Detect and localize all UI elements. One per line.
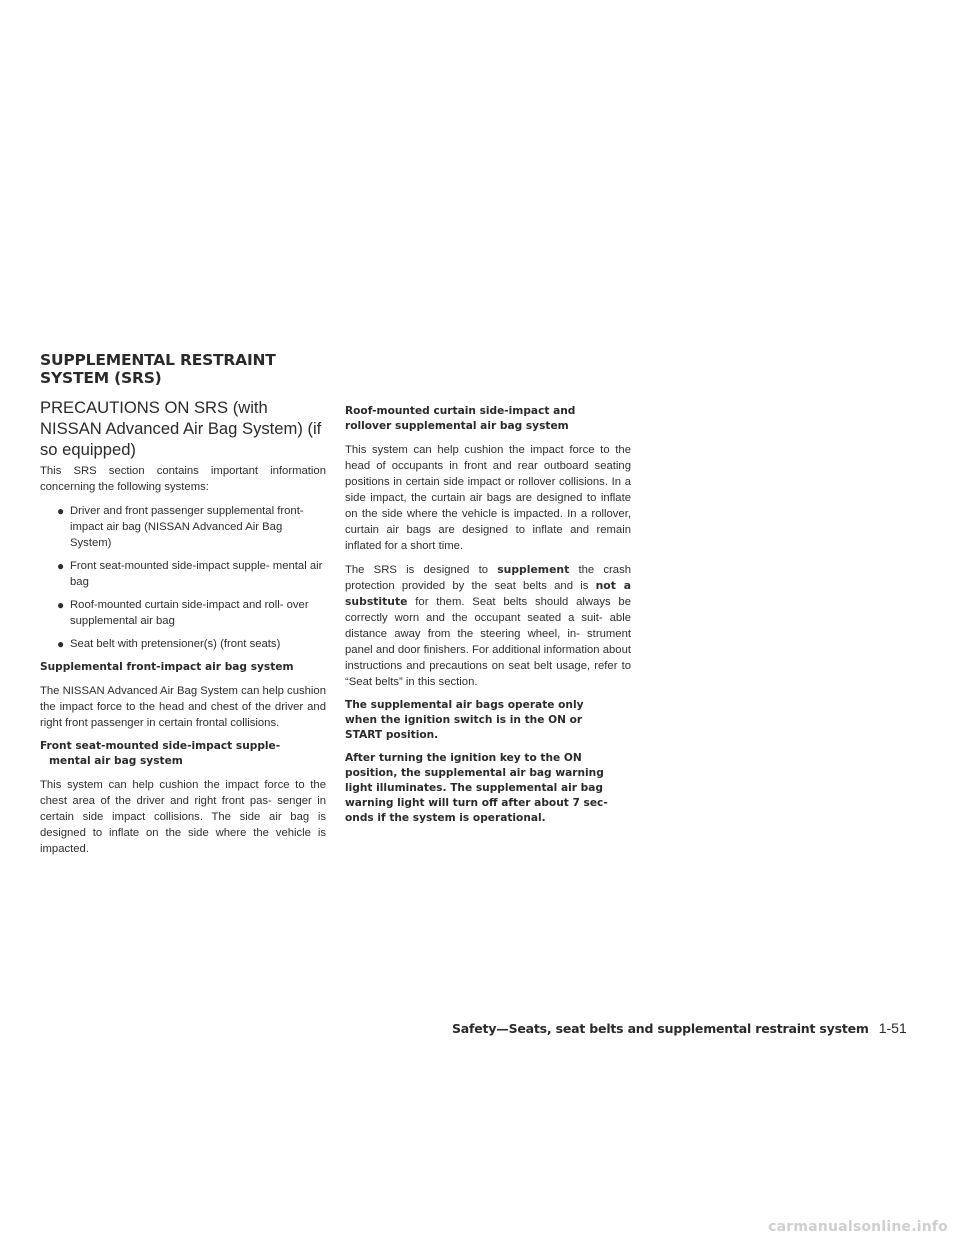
list-item: ● Roof-mounted curtain side-impact and roll- over supplemental air bag (57, 598, 309, 627)
bullet-icon: ● (57, 504, 65, 518)
bullet-icon: ● (57, 598, 65, 612)
heading-side-impact: Front seat-mounted side-impact supple- mental air bag system (40, 740, 281, 767)
intro-paragraph: This SRS section contains important information concerning the following systems: (40, 465, 326, 493)
left-column (40, 397, 326, 865)
paragraph-front-impact: The NISSAN Advanced Air Bag System can help cushion the impact force to the head and chest of the driver and right front passenger in certain frontal collisions. (40, 685, 326, 729)
page-footer (452, 1020, 932, 1036)
list-item: ● Driver and front passenger supplemental front-impact air bag (NISSAN Advanced Air Bag System) (57, 504, 304, 549)
paragraph-curtain: This system can help cushion the impact force to the head of occupants in front and rear outboard seating positions in certain side impact or rollover collisions. In a side impact, the curtain air bags are designed to inflate on the side where the vehicle is impacted. In a rollover, curtain air bags are designed to inflate and remain inflated for a short time. (345, 444, 631, 552)
bullet-icon: ● (57, 637, 65, 651)
list-item: ● Front seat-mounted side-impact supple- mental air bag (57, 559, 323, 588)
system-list (40, 503, 326, 652)
warning-ignition: The supplemental air bags operate only when the ignition switch is in the ON or START position. (345, 699, 584, 741)
paragraph-side-impact: This system can help cushion the impact force to the chest area of the driver and right front pas- senger in certain side impact collisions. The side air bag is designed to inflate on the side where the vehicle is impacted. (40, 779, 326, 855)
warning-light: After turning the ignition key to the ON position, the supplemental air bag warning light illuminates. The supplemental air bag warning light will turn off after about 7 sec- onds if the system is operational. (345, 752, 608, 824)
bullet-icon: ● (57, 559, 65, 573)
page-number: 1-51 (878, 1020, 907, 1036)
footer-title: Safety—Seats, seat belts and supplemental restraint system (452, 1021, 869, 1036)
right-column (345, 404, 631, 834)
subsection-title: PRECAUTIONS ON SRS (with NISSAN Advanced Air Bag System) (if so equipped) (40, 398, 322, 459)
section-title-line-2: SYSTEM (SRS) (40, 369, 162, 387)
heading-curtain: Roof-mounted curtain side-impact and rollover supplemental air bag system (345, 405, 576, 432)
list-item: ● Seat belt with pretensioner(s) (front seats) (57, 637, 281, 651)
watermark[interactable]: carmanualsonline.info (768, 1219, 948, 1235)
section-title (40, 351, 400, 387)
paragraph-srs: The SRS is designed to supplement the crash protection provided by the seat belts and is not a substitute for them. Seat belts should always be correctly worn and the occupant seated a suit- able distance away from the steering wheel, in- strument panel and door finishers. For additional information about instructions and precautions on seat belt usage, refer to “Seat belts” in this section. (345, 563, 631, 688)
section-title-line-1: SUPPLEMENTAL RESTRAINT (40, 351, 276, 369)
heading-front-impact: Supplemental front-impact air bag system (40, 661, 294, 673)
